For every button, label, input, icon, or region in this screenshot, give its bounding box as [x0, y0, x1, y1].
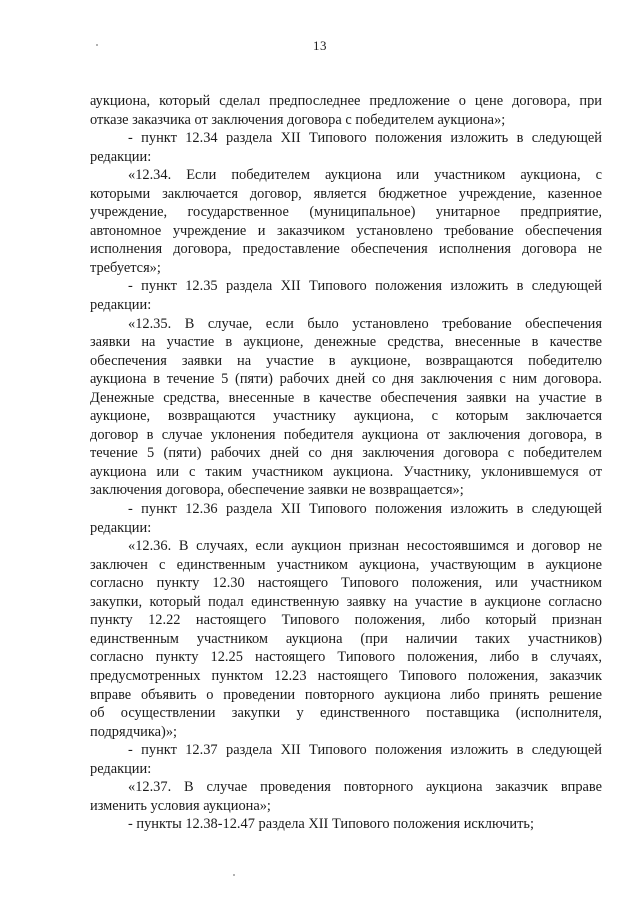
text-line: согласно пункту 12.25 настоящего Типового положения, либо в случаях, — [90, 649, 602, 666]
text-line: редакции: — [90, 148, 152, 165]
text-line: «12.35. В случае, если было установлено требование обеспечения — [128, 315, 602, 332]
text-line: пункту 12.22 настоящего Типового положения, либо который признан — [90, 612, 602, 629]
page-number: 13 — [313, 38, 327, 53]
text-line: заявки на участие в аукционе, денежные средства, внесенные в качестве — [90, 334, 602, 351]
text-line: заключения договора, обеспечение заявки не возвращается»; — [90, 482, 464, 499]
body-text — [90, 92, 602, 834]
text-line: исполнения договора, предоставление обеспечения исполнения договора не — [90, 241, 602, 258]
text-line: Денежные средства, внесенные в качестве обеспечения заявки на участие в — [90, 389, 602, 406]
text-line: согласно пункту 12.30 настоящего Типового положения, или участником — [90, 575, 602, 592]
text-line: течение 5 (пяти) рабочих дней со дня заключения договора с победителем — [90, 445, 602, 462]
text-line: аукциона в течение 5 (пяти) рабочих дней со дня заключения с ним договора. — [90, 371, 602, 388]
text-line: которыми заключается договор, является бюджетное учреждение, казенное — [90, 185, 602, 202]
text-line: редакции: — [90, 297, 152, 314]
text-line: закупки, который подал единственную заявку на участие в аукционе согласно — [90, 593, 602, 610]
text-line: подрядчика)»; — [90, 723, 178, 740]
text-line: изменить условия аукциона»; — [90, 797, 271, 814]
text-line: - пункт 12.37 раздела XII Типового положения изложить в следующей — [128, 742, 602, 759]
text-line: аукциона, который сделал предпоследнее предложение о цене договора, при — [90, 93, 602, 109]
text-line: вправе объявить о проведении повторного аукциона либо принять решение — [90, 686, 602, 703]
text-line: заключен с единственным участником аукциона, участвующим в аукционе — [90, 556, 602, 573]
text-line: автономное учреждение и заказчиком установлено требование обеспечения — [90, 222, 602, 239]
text-line: обеспечения заявки на участие в аукционе, возвращаются победителю — [90, 352, 602, 369]
text-line: редакции: — [90, 760, 152, 777]
text-line: аукционе, возвращаются участнику аукциона, с которым заключается — [90, 408, 602, 425]
text-line: - пункт 12.36 раздела XII Типового положения изложить в следующей — [128, 501, 602, 518]
scan-speck — [96, 44, 98, 46]
text-line: об осуществлении закупки у единственного поставщика (исполнителя, — [90, 705, 602, 722]
text-line: «12.34. Если победителем аукциона или участником аукциона, с — [128, 167, 602, 184]
text-line: - пункт 12.34 раздела XII Типового положения изложить в следующей — [128, 130, 602, 147]
text-line: требуется»; — [90, 259, 161, 276]
scan-speck — [233, 874, 235, 876]
text-line: - пункт 12.35 раздела XII Типового положения изложить в следующей — [128, 278, 602, 295]
text-line: - пункты 12.38-12.47 раздела XII Типового положения исключить; — [128, 816, 534, 833]
text-line: «12.37. В случае проведения повторного аукциона заказчик вправе — [128, 779, 602, 796]
text-line: «12.36. В случаях, если аукцион признан несостоявшимся и договор не — [128, 538, 602, 555]
text-line: учреждение, государственное (муниципальное) унитарное предприятие, — [90, 204, 602, 221]
text-line: отказе заказчика от заключения договора с победителем аукциона»; — [90, 111, 506, 128]
text-line: договор в случае уклонения победителя аукциона от заключения договора, в — [90, 426, 602, 443]
text-line: предусмотренных пунктом 12.23 настоящего Типового положения, заказчик — [90, 667, 602, 684]
text-line: аукциона или с таким участником аукциона. Участнику, уклонившемуся от — [90, 463, 602, 480]
text-line: единственным участником аукциона (при наличии таких участников) — [90, 630, 602, 647]
text-line: редакции: — [90, 519, 152, 536]
